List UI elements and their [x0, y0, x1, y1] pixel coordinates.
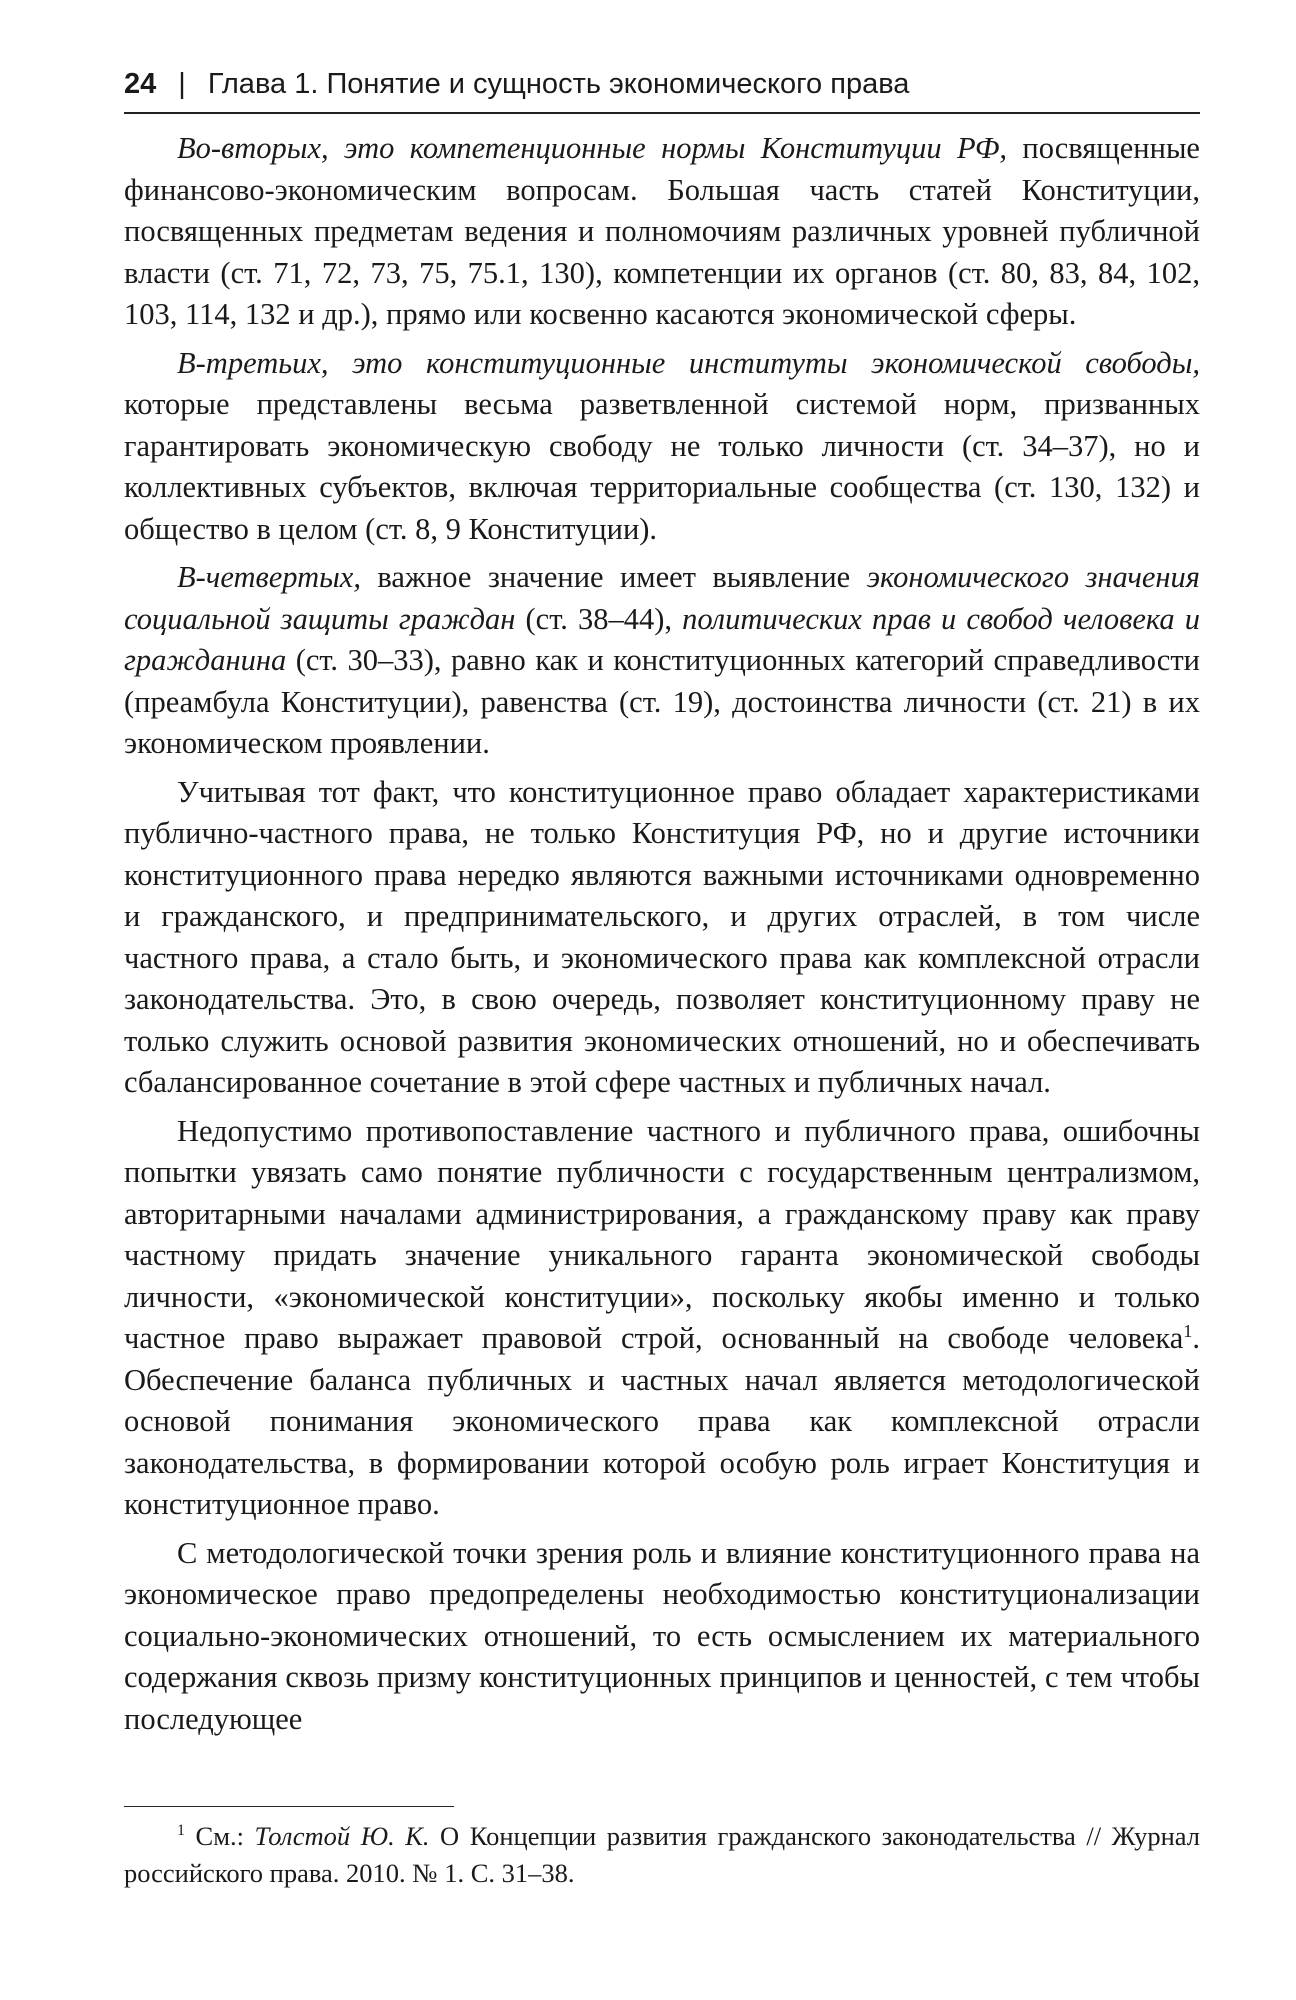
footnote-text: О Концепции развития гражданского законодательства // Журнал российского права. 2010. № 1. С. 31–38. — [124, 1821, 1200, 1888]
chapter-title: Глава 1. Понятие и сущность экономического права — [207, 68, 910, 100]
paragraph-3-text-a: важное значение имеет выявление — [360, 560, 867, 594]
paragraph-5-text-b: . Обеспечение баланса публичных и частных начал является методологической основой понимания экономического права как комплексной отрасли законодательства, в формировании которой особую роль играет Конституция и конституционное право. — [124, 1321, 1200, 1521]
running-header — [124, 56, 1200, 114]
paragraph-2-lead: В-третьих, это конституционные институты экономической свободы, — [177, 345, 1200, 380]
paragraph-1-lead: Во-вторых, это компетенционные нормы Конституции РФ, — [177, 131, 1007, 165]
paragraph-1 — [124, 128, 1200, 336]
paragraph-3 — [124, 557, 1200, 765]
paragraph-3-emphasis-a: экономического значения социальной защиты граждан — [124, 560, 1200, 636]
paragraph-5-text-a: Недопустимо противопоставление частного и публичного права, ошибочны попытки увязать само понятие публичности с государственным централизмом, авторитарными началами администрирования, а гражданскому праву как праву частному придать значение уникального гаранта экономической свободы личности, «экономической конституции», поскольку якобы именно и только частное право выражает правовой строй, основанный на свободе человека — [124, 1113, 1200, 1355]
page-number: 24 — [124, 68, 157, 100]
paragraph-5 — [124, 1111, 1200, 1526]
footnote-author: Толстой Ю. К. — [254, 1821, 430, 1851]
paragraph-3-text-b: (ст. 38–44), — [515, 601, 683, 636]
paragraph-6 — [124, 1533, 1200, 1741]
paragraph-4-text: Учитывая тот факт, что конституционное право обладает характеристиками публично-частного права, не только Конституция РФ, но и другие источники конституционного права нередко являются важными источниками одновременно и гражданского, и предпринимательского, и других отраслей, в том числе частного права, а стало быть, и экономического права как комплексной отрасли законодательства. Это, в свою очередь, позволяет конституционному праву не только служить основой развития экономических отношений, но и обеспечивать сбалансированное сочетание в этой сфере частных и публичных начал. — [124, 774, 1200, 1099]
paragraph-3-text-c: (ст. 30–33), равно как и конституционных категорий справедливости (преамбула Конституции), равенства (ст. 19), достоинства личности (ст. 21) в их экономическом проявлении. — [124, 643, 1200, 760]
footnote-divider — [124, 1806, 454, 1807]
paragraph-6-text: С методологической точки зрения роль и влияние конституционного права на экономическое право предопределены необходимостью конституционализации социально-экономических отношений, то есть осмыслением их материального содержания сквозь призму конституционных принципов и ценностей, с тем чтобы последующее — [124, 1535, 1200, 1736]
footnote-reference[interactable]: 1 — [1183, 1320, 1193, 1341]
footnote-marker: 1 — [177, 1822, 185, 1840]
paragraph-2-text: которые представлены весьма разветвленной системой норм, призванных гарантировать экономическую свободу не только личности (ст. 34–37), но и коллективных субъектов, включая территориальные сообщества (ст. 130, 132) и общество в целом (ст. 8, 9 Конституции). — [124, 387, 1200, 546]
header-separator: | — [178, 68, 186, 100]
footnote — [124, 1818, 1200, 1892]
paragraph-2 — [124, 343, 1200, 551]
footnote-prefix: См.: — [184, 1821, 255, 1851]
main-text — [124, 128, 1200, 1747]
footnote-body — [124, 1818, 1200, 1892]
paragraph-4 — [124, 772, 1200, 1104]
paragraph-1-text: посвященные финансово-экономическим вопросам. Большая часть статей Конституции, посвященных предметам ведения и полномочиям различных уровней публичной власти (ст. 71, 72, 73, 75, 75.1, 130), компетенции их органов (ст. 80, 83, 84, 102, 103, 114, 132 и др.), прямо или косвенно касаются экономической сферы. — [124, 131, 1200, 331]
paragraph-3-emphasis-b: политических прав и свобод человека и гражданина — [124, 601, 1200, 677]
paragraph-3-lead: В-четвертых, — [177, 560, 361, 594]
